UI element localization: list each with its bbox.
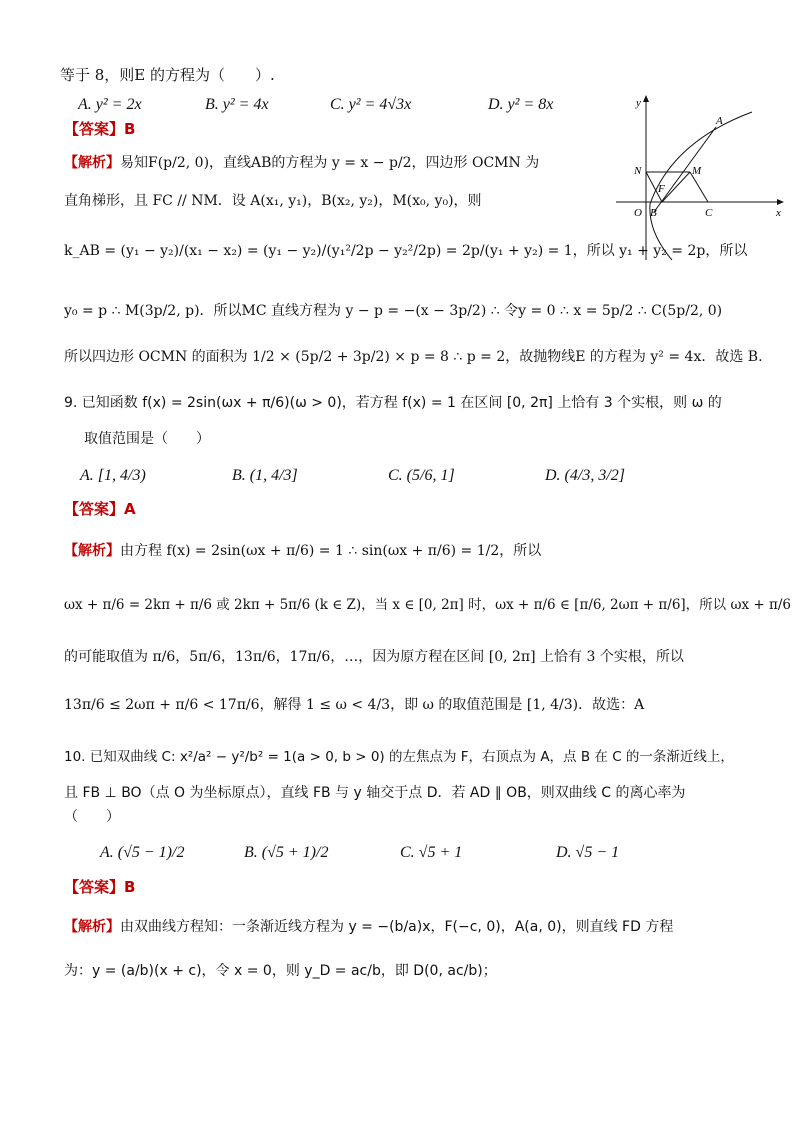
q9-stem2: 取值范围是（ ）: [84, 431, 210, 447]
label-n: N: [634, 165, 642, 177]
label-x: x: [776, 207, 781, 219]
label-b: B: [650, 207, 657, 219]
q8-analysis-line3: k_AB = (y₁ − y₂)/(x₁ − x₂) = (y₁ − y₂)/(y₁²/2p − y₂²/2p) = 2p/(y₁ + y₂) = 1，所以 y₁ + y₂ = 2p，所以: [64, 243, 748, 259]
q9-option-b: B. (1, 4/3]: [232, 467, 298, 484]
q8-analysis-label: 【解析】: [64, 155, 120, 171]
q10-answer: 【答案】B: [64, 878, 136, 896]
label-o: O: [634, 207, 642, 219]
q8-analysis-line5: 所以四边形 OCMN 的面积为 1/2 × (5p/2 + 3p/2) × p = 8 ∴ p = 2，故抛物线E 的方程为 y² = 4x．故选 B.: [64, 349, 763, 365]
q10-analysis-label: 【解析】: [64, 919, 120, 935]
q9-analysis-line2: ωx + π/6 = 2kπ + π/6 或 2kπ + 5π/6 (k ∈ Z)，当 x ∈ [0, 2π] 时，ωx + π/6 ∈ [π/6, 2ωπ + π/6]，所以 ωx + π/6: [64, 597, 792, 613]
q8-tail: 等于 8，则E 的方程为（ ）.: [60, 66, 275, 84]
x-axis-arrow-icon: [777, 199, 784, 205]
q9-answer: 【答案】A: [64, 500, 136, 518]
label-f: F: [658, 183, 665, 195]
q9-stem: 9. 已知函数 f(x) = 2sin(ωx + π/6)(ω > 0)，若方程 f(x) = 1 在区间 [0, 2π] 上恰有 3 个实根，则 ω 的: [64, 395, 722, 411]
q10-stem3: （ ）: [64, 809, 120, 825]
q9-analysis-line4: 13π/6 ≤ 2ωπ + π/6 < 17π/6，解得 1 ≤ ω < 4/3，即 ω 的取值范围是 [1, 4/3)．故选：A: [64, 697, 645, 713]
q9-option-c: C. (5/6, 1]: [388, 467, 455, 484]
parabola-curve: [650, 112, 752, 260]
q9-analysis-label: 【解析】: [64, 543, 120, 559]
q8-option-a: A. y² = 2x: [78, 96, 142, 113]
q8-option-c: C. y² = 4√3x: [330, 96, 412, 113]
q9-analysis-line1: [64, 540, 541, 562]
q8-analysis-line1: [64, 152, 539, 174]
q10-option-a: A. (√5 − 1)/2: [100, 844, 185, 861]
segment-fm: [662, 172, 690, 202]
q8-analysis-line4: y₀ = p ∴ M(3p/2, p)．所以MC 直线方程为 y − p = −(x − 3p/2) ∴ 令y = 0 ∴ x = 5p/2 ∴ C(5p/2, 0): [64, 303, 723, 319]
q9-option-a: A. [1, 4/3): [80, 467, 146, 484]
q9-analysis-line3: 的可能取值为 π/6，5π/6，13π/6，17π/6，…，因为原方程在区间 [0, 2π] 上恰有 3 个实根，所以: [64, 649, 684, 665]
q10-option-c: C. √5 + 1: [400, 844, 463, 861]
label-c: C: [705, 207, 713, 219]
q10-analysis-line1: [64, 916, 673, 938]
parabola-figure: [612, 92, 787, 262]
q8-analysis-line2: 直角梯形，且 FC // NM．设 A(x₁, y₁)，B(x₂, y₂)，M(x₀, y₀)，则: [64, 193, 482, 209]
q10-analysis-line2: 为：y = (a/b)(x + c)，令 x = 0，则 y_D = ac/b，即 D(0, ac/b)；: [64, 963, 497, 979]
q10-option-b: B. (√5 + 1)/2: [244, 844, 329, 861]
label-m: M: [692, 165, 702, 177]
q10-stem: 10. 已知双曲线 C: x²/a² − y²/b² = 1(a > 0, b > 0) 的左焦点为 F，右顶点为 A，点 B 在 C 的一条渐近线上，: [64, 749, 734, 765]
label-y: y: [636, 97, 641, 109]
q9-option-d: D. (4/3, 3/2]: [545, 467, 625, 484]
q8-answer: 【答案】B: [64, 120, 136, 138]
q9-analysis-text1: 由方程 f(x) = 2sin(ωx + π/6) = 1 ∴ sin(ωx + π/6) = 1/2，所以: [120, 543, 542, 559]
label-a: A: [716, 115, 723, 127]
q10-stem2: 且 FB ⊥ BO（点 O 为坐标原点），直线 FB 与 y 轴交于点 D．若 AD ∥ OB，则双曲线 C 的离心率为: [64, 785, 686, 801]
q8-analysis-text1: 易知F(p/2, 0)，直线AB的方程为 y = x − p/2，四边形 OCMN 为: [120, 155, 540, 171]
q10-option-d: D. √5 − 1: [556, 844, 620, 861]
q8-option-b: B. y² = 4x: [205, 96, 269, 113]
y-axis-arrow-icon: [643, 95, 649, 102]
q10-analysis-text1: 由双曲线方程知：一条渐近线方程为 y = −(b/a)x，F(−c, 0)，A(a, 0)，则直线 FD 方程: [120, 919, 674, 935]
q8-option-d: D. y² = 8x: [488, 96, 554, 113]
